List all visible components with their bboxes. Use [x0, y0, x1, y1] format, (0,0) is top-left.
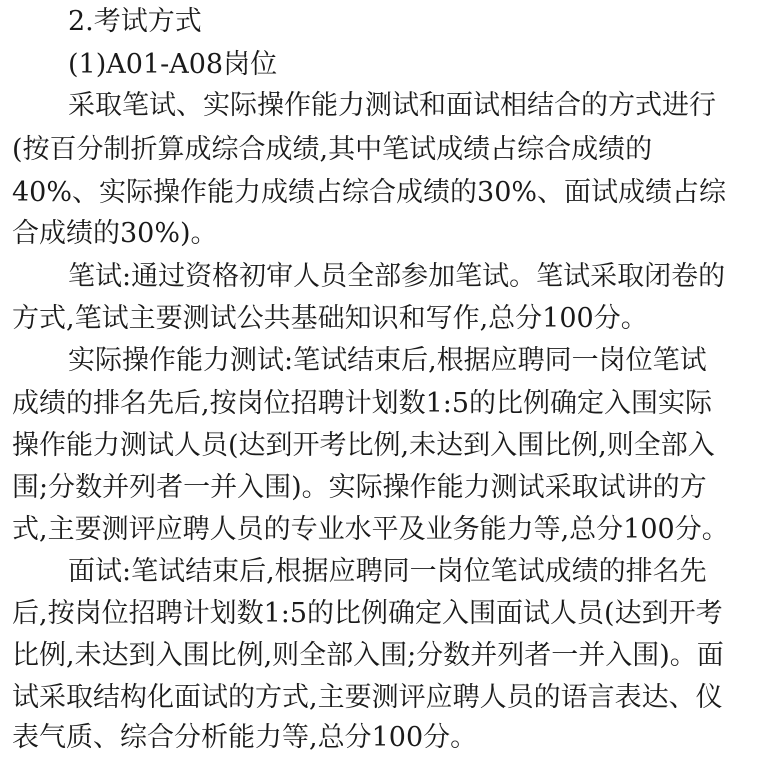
paragraph-line: 表气质、综合分析能力等,总分100分。 [12, 722, 478, 753]
paragraph-line: 比例,未达到入围比例,则全部入围;分数并列者一并入围)。面 [12, 640, 724, 671]
section-heading: 2.考试方式 [68, 6, 202, 37]
paragraph-line: 试采取结构化面试的方式,主要测评应聘人员的语言表达、仪 [12, 682, 723, 713]
paragraph-line: 实际操作能力测试:笔试结束后,根据应聘同一岗位笔试 [68, 345, 707, 376]
paragraph-line: 操作能力测试人员(达到开考比例,未达到入围比例,则全部入 [12, 430, 715, 461]
paragraph-line: 采取笔试、实际操作能力测试和面试相结合的方式进行 [68, 90, 716, 121]
paragraph-line: 面试:笔试结束后,根据应聘同一岗位笔试成绩的排名先 [68, 556, 707, 587]
paragraph-line: 方式,笔试主要测试公共基础知识和写作,总分100分。 [12, 303, 648, 334]
subsection-heading: (1)A01-A08岗位 [68, 49, 278, 80]
paragraph-line: (按百分制折算成综合成绩,其中笔试成绩占综合成绩的 [12, 134, 653, 165]
paragraph-line: 式,主要测评应聘人员的专业水平及业务能力等,总分100分。 [12, 514, 729, 545]
paragraph-line: 合成绩的30%)。 [12, 218, 218, 249]
paragraph-line: 围;分数并列者一并入围)。实际操作能力测试采取试讲的方 [12, 472, 707, 503]
paragraph-line: 后,按岗位招聘计划数1:5的比例确定入围面试人员(达到开考 [12, 598, 723, 629]
paragraph-line: 40%、实际操作能力成绩占综合成绩的30%、面试成绩占综 [12, 177, 727, 208]
paragraph-line: 成绩的排名先后,按岗位招聘计划数1:5的比例确定入围实际 [12, 388, 713, 419]
paragraph-line: 笔试:通过资格初审人员全部参加笔试。笔试采取闭卷的 [68, 261, 726, 292]
